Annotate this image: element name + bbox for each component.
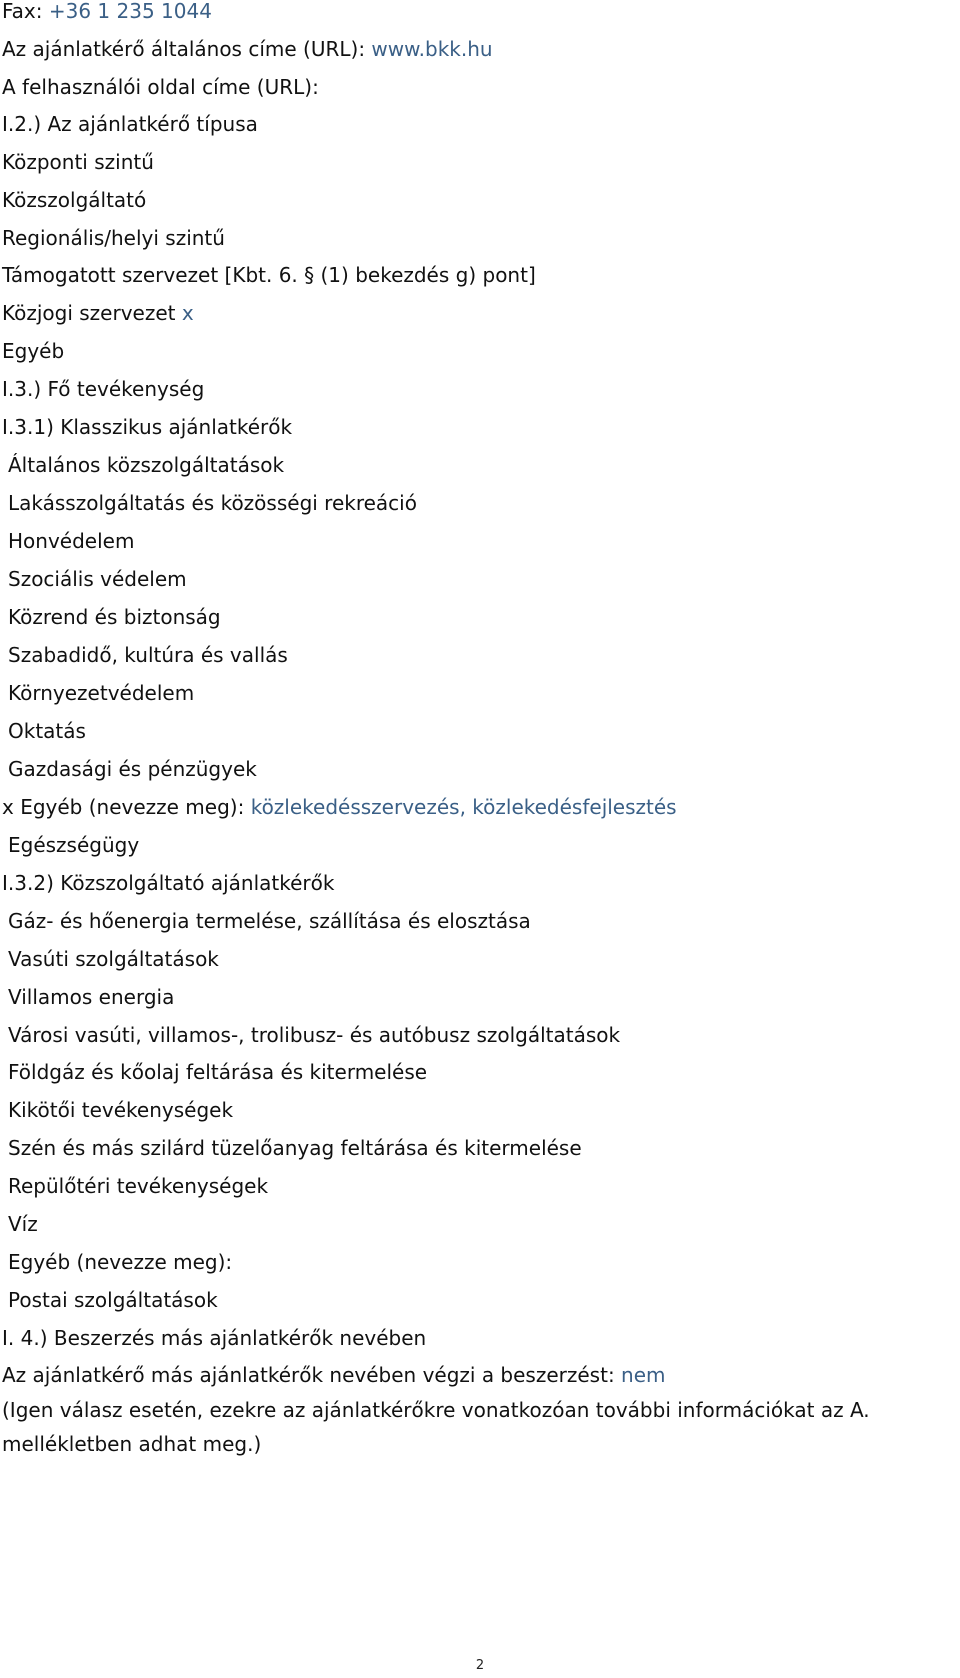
classic-housing: Lakásszolgáltatás és közösségi rekreáció: [8, 491, 417, 515]
classic-social: Szociális védelem: [8, 567, 187, 591]
behalf-line: [2, 1362, 666, 1388]
util-urban-transport: Városi vasúti, villamos-, trolibusz- és autóbusz szolgáltatások: [8, 1023, 621, 1047]
util-water: Víz: [8, 1212, 38, 1236]
classic-other: [2, 794, 677, 820]
util-port: Kikötői tevékenységek: [8, 1098, 234, 1122]
general-url-link[interactable]: www.bkk.hu: [371, 37, 493, 61]
classic-education: Oktatás: [8, 719, 86, 743]
util-other: Egyéb (nevezze meg):: [8, 1250, 233, 1274]
classic-defence: Honvédelem: [8, 529, 135, 553]
behalf-label: Az ajánlatkérő más ajánlatkérők nevében végzi a beszerzést:: [2, 1363, 615, 1387]
util-airport: Repülőtéri tevékenységek: [8, 1174, 269, 1198]
classic-other-label: Egyéb (nevezze meg):: [20, 795, 245, 819]
classic-order: Közrend és biztonság: [8, 605, 221, 629]
fax-value: +36 1 235 1044: [48, 0, 212, 23]
user-url-line: A felhasználói oldal címe (URL):: [2, 75, 319, 99]
util-coal: Szén és más szilárd tüzelőanyag feltárása és kitermelése: [8, 1136, 582, 1160]
page-number: 2: [475, 1658, 485, 1673]
fax-line: [2, 0, 212, 24]
util-postal: Postai szolgáltatások: [8, 1288, 218, 1312]
util-gas-oil: Földgáz és kőolaj feltárása és kitermelése: [8, 1060, 428, 1084]
type-public-service: Közszolgáltató: [2, 188, 147, 212]
general-url-line: [2, 36, 493, 62]
type-supported: Támogatott szervezet [Kbt. 6. § (1) bekezdés g) pont]: [2, 263, 536, 287]
util-electricity: Villamos energia: [8, 985, 175, 1009]
classic-other-mark: x: [2, 795, 14, 819]
type-regional: Regionális/helyi szintű: [2, 226, 225, 250]
section-heading-i4: I. 4.) Beszerzés más ajánlatkérők nevében: [2, 1326, 427, 1350]
section-heading-i32: I.3.2) Közszolgáltató ajánlatkérők: [2, 871, 335, 895]
type-public-law-label: Közjogi szervezet: [2, 301, 176, 325]
type-other: Egyéb: [2, 339, 65, 363]
behalf-value: nem: [621, 1363, 666, 1387]
classic-other-value: közlekedésszervezés, közlekedésfejlesztés: [250, 795, 677, 819]
section-heading-i31: I.3.1) Klasszikus ajánlatkérők: [2, 415, 293, 439]
util-gas-heat: Gáz- és hőenergia termelése, szállítása és elosztása: [8, 909, 531, 933]
section-heading-i2: I.2.) Az ajánlatkérő típusa: [2, 112, 258, 136]
classic-health: Egészségügy: [8, 833, 140, 857]
section-heading-i3: I.3.) Fő tevékenység: [2, 377, 205, 401]
classic-general: Általános közszolgáltatások: [8, 453, 285, 477]
behalf-note: (Igen válasz esetén, ezekre az ajánlatkérőkre vonatkozóan további információkat az A. mellékletben adhat meg.): [2, 1398, 870, 1456]
util-rail: Vasúti szolgáltatások: [8, 947, 219, 971]
type-central: Központi szintű: [2, 150, 154, 174]
classic-leisure: Szabadidő, kultúra és vallás: [8, 643, 288, 667]
fax-label: Fax:: [2, 0, 43, 23]
type-public-law-mark: x: [181, 301, 194, 325]
type-public-law: [2, 300, 194, 326]
classic-environment: Környezetvédelem: [8, 681, 195, 705]
classic-economic: Gazdasági és pénzügyek: [8, 757, 257, 781]
general-url-label: Az ajánlatkérő általános címe (URL):: [2, 37, 366, 61]
